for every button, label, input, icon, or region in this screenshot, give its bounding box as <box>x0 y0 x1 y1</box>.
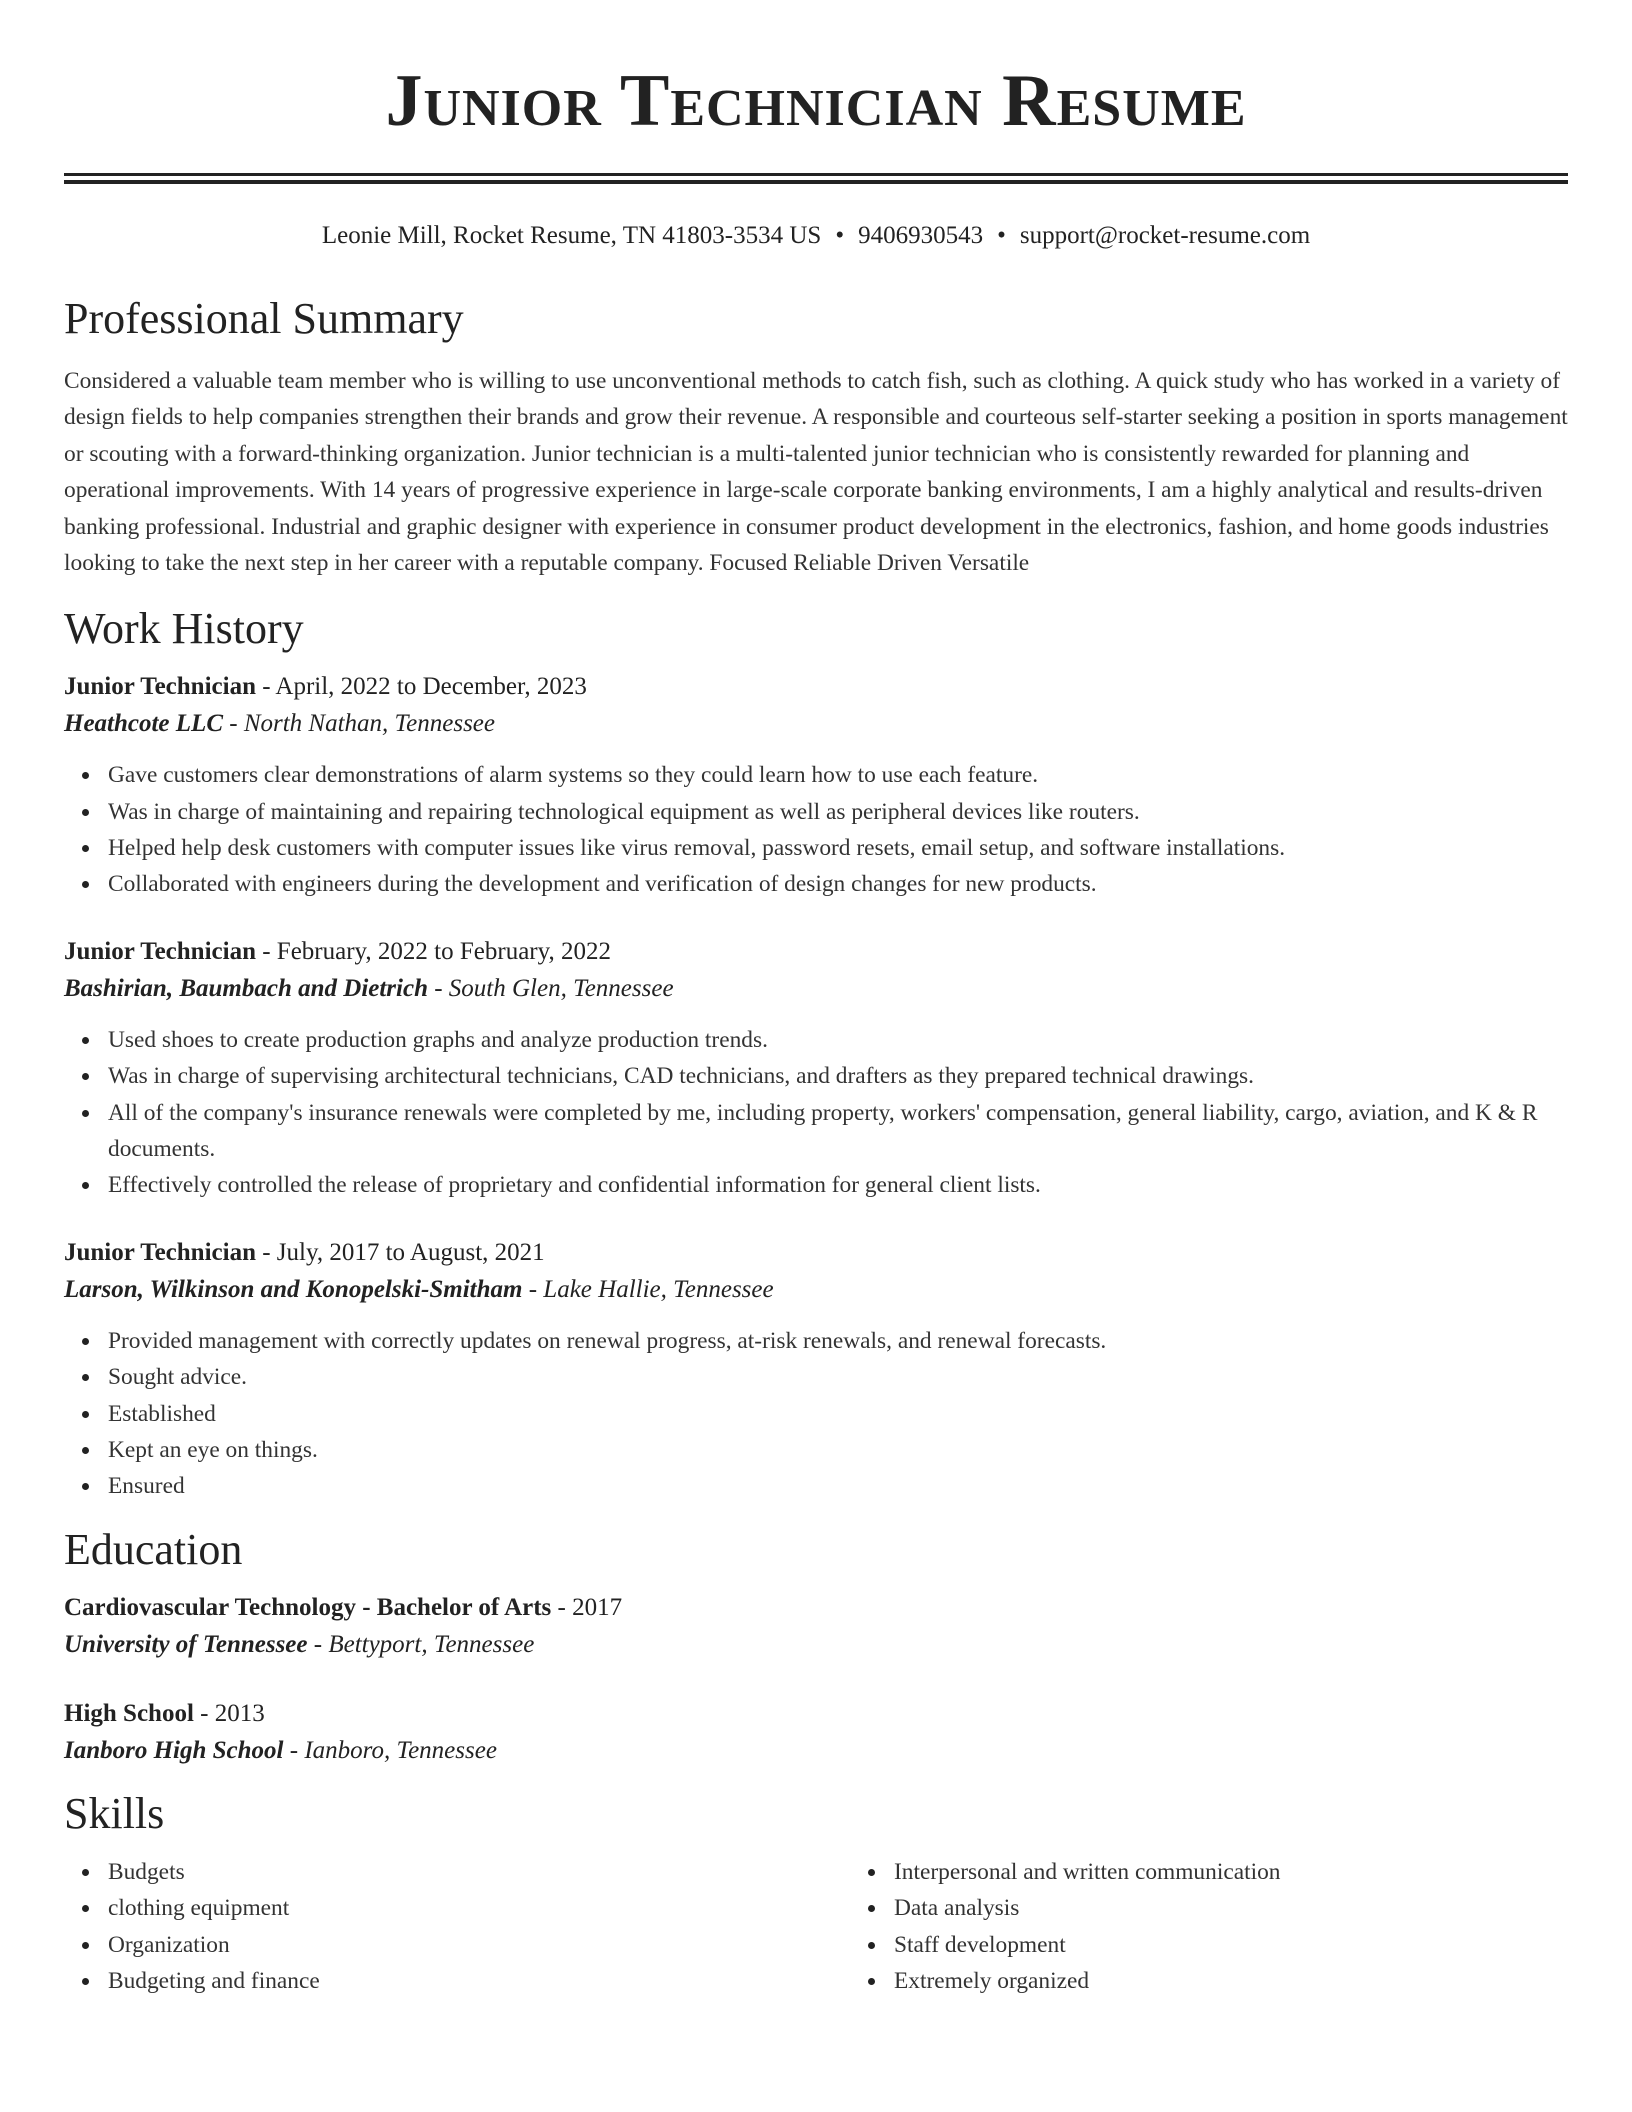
job-location: - South Glen, Tennessee <box>427 975 674 1003</box>
summary-heading: Professional Summary <box>64 294 464 343</box>
job-header <box>64 669 1568 705</box>
school-location: - Bettyport, Tennessee <box>307 1631 535 1659</box>
contact-email[interactable]: support@rocket-resume.com <box>1019 222 1311 249</box>
education-header <box>64 1696 1568 1732</box>
company-name: Larson, Wilkinson and Konopelski-Smitham <box>64 1276 523 1304</box>
skill-item: Budgeting and finance <box>108 1963 850 1999</box>
school-location: - Ianboro, Tennessee <box>283 1737 497 1765</box>
job-dates: - April, 2022 to December, 2023 <box>255 673 587 701</box>
list-item: Was in charge of maintaining and repairing technological equipment as well as peripheral devices like routers. <box>108 794 1568 830</box>
list-item: Kept an eye on things. <box>108 1432 1568 1468</box>
job-entry <box>64 669 1568 902</box>
skills-heading: Skills <box>64 1789 165 1839</box>
title-divider <box>64 173 1568 184</box>
skill-item: Budgets <box>108 1854 850 1890</box>
list-item: Established <box>108 1396 1568 1432</box>
skill-item: Extremely organized <box>894 1963 1280 1999</box>
contact-phone: 9406930543 <box>858 222 984 249</box>
skills-list-right <box>850 1854 1280 1999</box>
degree-name: Cardiovascular Technology - Bachelor of Arts <box>64 1594 552 1622</box>
list-item: Ensured <box>108 1468 1568 1504</box>
list-item: Collaborated with engineers during the development and verification of design changes for new products. <box>108 866 1568 902</box>
company-name: Heathcote LLC <box>64 710 223 738</box>
job-employer <box>64 970 1568 1008</box>
education-entry <box>64 1696 1568 1770</box>
skills-list-left <box>64 1854 850 1999</box>
job-dates: - February, 2022 to February, 2022 <box>255 938 611 966</box>
job-header <box>64 934 1568 970</box>
skill-item: Interpersonal and written communication <box>894 1854 1280 1890</box>
education-school <box>64 1626 1568 1664</box>
contact-separator: • <box>835 222 845 249</box>
skill-item: Staff development <box>894 1927 1280 1963</box>
education-heading: Education <box>64 1525 243 1575</box>
list-item: Helped help desk customers with computer issues like virus removal, password resets, email setup, and software installations. <box>108 830 1568 866</box>
skill-item: Data analysis <box>894 1890 1280 1926</box>
degree-name: High School <box>64 1700 194 1728</box>
job-dates: - July, 2017 to August, 2021 <box>255 1239 545 1267</box>
school-name: Ianboro High School <box>64 1737 284 1765</box>
job-employer <box>64 705 1568 743</box>
summary-text: Considered a valuable team member who is willing to use unconventional methods to catch fish, such as clothing. A quick study who has worked in a variety of design fields to help companies strengthen their brands and grow their revenue. A responsible and courteous self-starter seeking a position in sports management or scouting with a forward-thinking organization. Junior technician is a multi-talented junior technician who is consistently rewarded for planning and operational improvements. With 14 years of progressive experience in large-scale corporate banking environments, I am a highly analytical and results-driven banking professional. Industrial and graphic designer with experience in consumer product development in the electronics, fashion, and home goods industries looking to take the next step in her career with a reputable company. Focused Reliable Driven Versatile <box>64 368 1568 577</box>
list-item: Gave customers clear demonstrations of alarm systems so they could learn how to use each feature. <box>108 757 1568 793</box>
job-duties <box>64 1323 1568 1504</box>
job-title: Junior Technician <box>64 938 256 966</box>
list-item: Effectively controlled the release of proprietary and confidential information for general client lists. <box>108 1167 1568 1203</box>
graduation-year: - 2017 <box>551 1594 623 1622</box>
list-item: Sought advice. <box>108 1359 1568 1395</box>
list-item: All of the company's insurance renewals were completed by me, including property, workers' compensation, general liability, cargo, aviation, and K & R documents. <box>108 1095 1568 1167</box>
skill-item: clothing equipment <box>108 1890 850 1926</box>
job-duties <box>64 1022 1568 1203</box>
contact-address: Leonie Mill, Rocket Resume, TN 41803-3534 US <box>321 222 822 249</box>
graduation-year: - 2013 <box>193 1700 265 1728</box>
resume-title: Junior Technician Resume <box>385 60 1247 142</box>
list-item: Used shoes to create production graphs and analyze production trends. <box>108 1022 1568 1058</box>
skills-columns <box>64 1854 1568 1999</box>
contact-separator: • <box>997 222 1006 249</box>
contact-line <box>64 221 1568 251</box>
work-history-heading: Work History <box>64 604 304 654</box>
job-location: - Lake Hallie, Tennessee <box>522 1276 774 1304</box>
education-header <box>64 1590 1568 1626</box>
job-title: Junior Technician <box>64 1239 256 1267</box>
job-duties <box>64 757 1568 902</box>
job-location: - North Nathan, Tennessee <box>223 710 495 738</box>
job-entry <box>64 934 1568 1203</box>
job-employer <box>64 1271 1568 1309</box>
school-name: University of Tennessee <box>64 1631 308 1659</box>
job-header <box>64 1235 1568 1271</box>
job-entry <box>64 1235 1568 1504</box>
job-title: Junior Technician <box>64 673 256 701</box>
education-school <box>64 1732 1568 1770</box>
list-item: Was in charge of supervising architectural technicians, CAD technicians, and drafters as they prepared technical drawings. <box>108 1058 1568 1094</box>
company-name: Bashirian, Baumbach and Dietrich <box>64 975 428 1003</box>
education-entry <box>64 1590 1568 1664</box>
skill-item: Organization <box>108 1927 850 1963</box>
list-item: Provided management with correctly updates on renewal progress, at-risk renewals, and renewal forecasts. <box>108 1323 1568 1359</box>
